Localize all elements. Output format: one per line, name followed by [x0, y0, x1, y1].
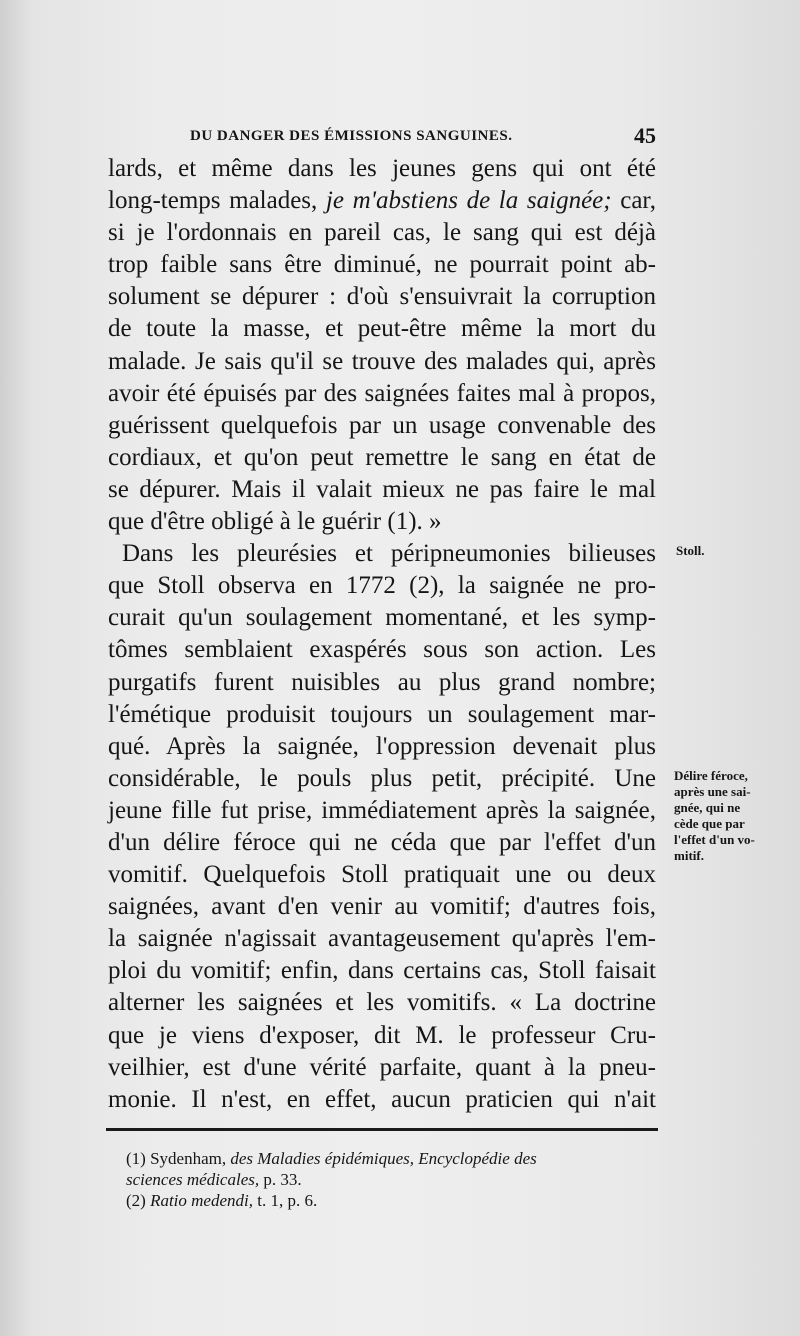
margin-note-line: mitif.	[674, 848, 704, 863]
footnote-2	[126, 1190, 666, 1211]
text-line: considérable, le pouls plus petit, précipité. Une	[108, 764, 656, 792]
italic-phrase: je m'abstiens de la saignée;	[325, 187, 612, 215]
text-line: solument se dépurer : d'où s'ensuivrait la corruption	[108, 283, 656, 311]
text-line: de toute la masse, et peut-être même la mort du	[108, 315, 656, 343]
text-line: veilhier, est d'une vérité parfaite, quant à la pneu-	[108, 1053, 656, 1081]
footnote-mark: (2)	[126, 1191, 146, 1210]
margin-note-line: Délire féroce,	[674, 768, 748, 783]
footnote-rule	[106, 1128, 658, 1131]
margin-note-delire	[674, 768, 792, 864]
margin-note-line: l'effet d'un vo-	[674, 832, 755, 847]
text-line: lards, et même dans les jeunes gens qui ont été	[108, 155, 656, 182]
page-header	[96, 124, 656, 154]
footnote-title: des Maladies épidémiques, Encyclopédie des	[230, 1149, 537, 1168]
text-line: trop faible sans être diminué, ne pourrait point ab-	[108, 251, 656, 279]
footnote-author: Sydenham,	[150, 1149, 227, 1168]
text-line: avoir été épuisés par des saignées faites mal à propos,	[108, 379, 656, 407]
text-line: si je l'ordonnais en pareil cas, le sang qui est déjà	[108, 219, 656, 247]
page-number: 45	[634, 123, 656, 148]
margin-note-line: cède que par	[674, 816, 745, 831]
text-line: curait qu'un soulagement momentané, et les symp-	[108, 604, 656, 632]
text-line: se dépurer. Mais il valait mieux ne pas faire le mal	[108, 475, 656, 503]
running-head: DU DANGER DES ÉMISSIONS SANGUINES.	[190, 128, 513, 144]
text-line: vomitif. Quelquefois Stoll pratiquait une ou deux	[108, 861, 656, 889]
text-line: alterner les saignées et les vomitifs. « La doctrine	[108, 989, 656, 1017]
text-line: monie. Il n'est, en effet, aucun praticien qui n'ait	[108, 1085, 656, 1113]
margin-note-line: gnée, qui ne	[674, 800, 741, 815]
text-line: guérissent quelquefois par un usage convenable des	[108, 411, 656, 439]
text-line: la saignée n'agissait avantageusement qu'après l'em-	[108, 925, 656, 953]
margin-note-stoll: Stoll.	[676, 543, 705, 558]
text-line: malade. Je sais qu'il se trouve des malades qui, après	[108, 347, 656, 375]
footnote-page: p. 33.	[263, 1170, 302, 1189]
text-line: cordiaux, et qu'on peut remettre le sang en état de	[108, 443, 656, 471]
footnotes	[126, 1148, 666, 1211]
text-line: saignées, avant d'en venir au vomitif; d'autres fois,	[108, 893, 656, 921]
footnote-title: Ratio medendi,	[150, 1191, 253, 1210]
text-line: d'un délire féroce qui ne céda que par l'effet d'un	[108, 828, 656, 856]
footnote-1	[126, 1148, 666, 1169]
text-line: l'émétique produisit toujours un soulagement mar-	[108, 700, 656, 728]
text-line: que Stoll observa en 1772 (2), la saignée ne pro-	[108, 572, 656, 600]
text-line: que d'être obligé à le guérir (1). »	[108, 508, 442, 536]
text-line: que je viens d'exposer, dit M. le professeur Cru-	[108, 1021, 656, 1049]
text-line: Dans les pleurésies et péripneumonies bilieuses	[122, 540, 656, 568]
footnote-ref: t. 1, p. 6.	[257, 1191, 318, 1210]
text-line: jeune fille fut prise, immédiatement après la saignée,	[108, 796, 656, 824]
margin-note-line: après une sai-	[674, 784, 751, 799]
text-line: qué. Après la saignée, l'oppression devenait plus	[108, 732, 656, 760]
text-line: ploi du vomitif; enfin, dans certains cas, Stoll faisait	[108, 957, 656, 985]
footnote-title: sciences médicales,	[126, 1170, 260, 1189]
text-line: tômes semblaient exaspérés sous son action. Les	[108, 636, 656, 664]
footnote-mark: (1)	[126, 1149, 146, 1168]
footnote-1-cont	[126, 1169, 666, 1190]
text-line: long-temps malades, je m'abstiens de la saignée; car,	[108, 187, 656, 215]
body-text	[108, 153, 656, 1116]
text-line: purgatifs furent nuisibles au plus grand nombre;	[108, 668, 656, 696]
